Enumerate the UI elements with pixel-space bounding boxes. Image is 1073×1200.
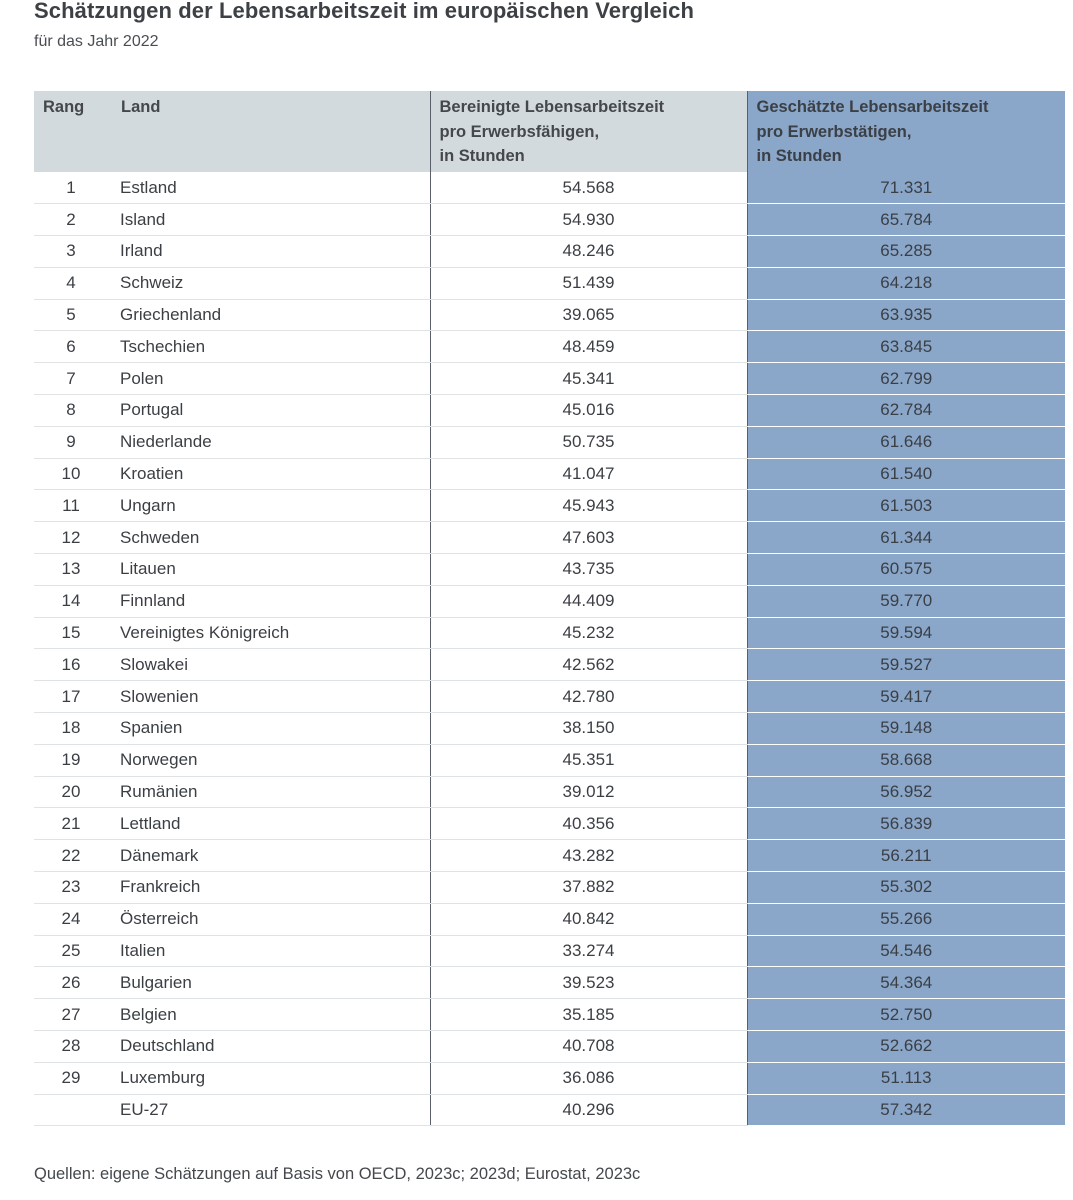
cell-geschaetzt: 57.342: [747, 1094, 1065, 1126]
cell-bereinigt: 35.185: [430, 999, 747, 1031]
cell-land: Luxemburg: [112, 1062, 430, 1094]
cell-geschaetzt: 54.364: [747, 967, 1065, 999]
table-row: [34, 267, 1065, 299]
cell-land: Belgien: [112, 999, 430, 1031]
table-row: [34, 1062, 1065, 1094]
cell-rang: [34, 1094, 112, 1126]
cell-bereinigt: 36.086: [430, 1062, 747, 1094]
table-row: [34, 554, 1065, 586]
cell-rang: 27: [34, 999, 112, 1031]
cell-geschaetzt: 63.935: [747, 299, 1065, 331]
cell-land: Spanien: [112, 713, 430, 745]
cell-geschaetzt: 52.662: [747, 1031, 1065, 1063]
source-note: Quellen: eigene Schätzungen auf Basis von OECD, 2023c; 2023d; Eurostat, 2023c: [34, 1165, 641, 1183]
cell-land: Schweden: [112, 522, 430, 554]
header-geschaetzt: [747, 91, 1065, 172]
cell-land: Vereinigtes Königreich: [112, 617, 430, 649]
cell-land: Schweiz: [112, 267, 430, 299]
cell-geschaetzt: 60.575: [747, 554, 1065, 586]
cell-land: Griechenland: [112, 299, 430, 331]
table-row: [34, 713, 1065, 745]
cell-bereinigt: 51.439: [430, 267, 747, 299]
cell-land: Ungarn: [112, 490, 430, 522]
cell-rang: 22: [34, 840, 112, 872]
header-land: Land: [112, 91, 430, 172]
cell-rang: 15: [34, 617, 112, 649]
cell-land: Deutschland: [112, 1031, 430, 1063]
cell-bereinigt: 40.356: [430, 808, 747, 840]
cell-land: Frankreich: [112, 872, 430, 904]
cell-geschaetzt: 65.285: [747, 236, 1065, 268]
cell-geschaetzt: 65.784: [747, 204, 1065, 236]
cell-bereinigt: 48.459: [430, 331, 747, 363]
cell-bereinigt: 40.708: [430, 1031, 747, 1063]
table-row: [34, 458, 1065, 490]
table-row: [34, 299, 1065, 331]
cell-land: Slowenien: [112, 681, 430, 713]
cell-bereinigt: 54.930: [430, 204, 747, 236]
cell-rang: 13: [34, 554, 112, 586]
cell-land: Lettland: [112, 808, 430, 840]
working-lifetime-table: [34, 91, 1065, 1126]
header-geschaetzt-line-2: pro Erwerbstätigen,: [756, 122, 912, 141]
cell-rang: 25: [34, 935, 112, 967]
cell-bereinigt: 45.351: [430, 744, 747, 776]
cell-land: Slowakei: [112, 649, 430, 681]
cell-rang: 14: [34, 585, 112, 617]
cell-land: Bulgarien: [112, 967, 430, 999]
table-row: [34, 744, 1065, 776]
cell-bereinigt: 45.016: [430, 395, 747, 427]
cell-bereinigt: 48.246: [430, 236, 747, 268]
cell-bereinigt: 33.274: [430, 935, 747, 967]
table-row: [34, 649, 1065, 681]
cell-land: Irland: [112, 236, 430, 268]
cell-bereinigt: 41.047: [430, 458, 747, 490]
header-geschaetzt-line-3: in Stunden: [756, 147, 842, 165]
cell-bereinigt: 38.150: [430, 713, 747, 745]
cell-bereinigt: 39.012: [430, 776, 747, 808]
page-title: Schätzungen der Lebensarbeitszeit im europäischen Vergleich: [34, 0, 694, 23]
header-bereinigt-line-3: in Stunden: [439, 147, 525, 165]
cell-land: Polen: [112, 363, 430, 395]
cell-geschaetzt: 55.266: [747, 903, 1065, 935]
cell-rang: 5: [34, 299, 112, 331]
table-row: [34, 999, 1065, 1031]
cell-geschaetzt: 61.344: [747, 522, 1065, 554]
table-row: [34, 172, 1065, 204]
cell-geschaetzt: 61.540: [747, 458, 1065, 490]
cell-rang: 3: [34, 236, 112, 268]
cell-bereinigt: 54.568: [430, 172, 747, 204]
cell-bereinigt: 43.282: [430, 840, 747, 872]
cell-geschaetzt: 59.148: [747, 713, 1065, 745]
cell-bereinigt: 42.780: [430, 681, 747, 713]
cell-geschaetzt: 63.845: [747, 331, 1065, 363]
cell-land: Finnland: [112, 585, 430, 617]
cell-geschaetzt: 55.302: [747, 872, 1065, 904]
cell-bereinigt: 43.735: [430, 554, 747, 586]
table-row: [34, 903, 1065, 935]
cell-geschaetzt: 71.331: [747, 172, 1065, 204]
cell-land: EU-27: [112, 1094, 430, 1126]
cell-land: Niederlande: [112, 426, 430, 458]
table-row: [34, 363, 1065, 395]
cell-rang: 29: [34, 1062, 112, 1094]
cell-bereinigt: 47.603: [430, 522, 747, 554]
cell-geschaetzt: 59.770: [747, 585, 1065, 617]
table-row: [34, 331, 1065, 363]
cell-rang: 21: [34, 808, 112, 840]
cell-rang: 20: [34, 776, 112, 808]
cell-bereinigt: 37.882: [430, 872, 747, 904]
cell-rang: 19: [34, 744, 112, 776]
cell-bereinigt: 40.842: [430, 903, 747, 935]
cell-rang: 4: [34, 267, 112, 299]
cell-rang: 23: [34, 872, 112, 904]
cell-land: Tschechien: [112, 331, 430, 363]
cell-geschaetzt: 56.952: [747, 776, 1065, 808]
cell-rang: 10: [34, 458, 112, 490]
cell-geschaetzt: 56.839: [747, 808, 1065, 840]
cell-land: Portugal: [112, 395, 430, 427]
header-bereinigt-line-2: pro Erwerbsfähigen,: [439, 122, 600, 141]
cell-land: Kroatien: [112, 458, 430, 490]
cell-bereinigt: 39.065: [430, 299, 747, 331]
cell-land: Italien: [112, 935, 430, 967]
cell-bereinigt: 45.232: [430, 617, 747, 649]
cell-rang: 6: [34, 331, 112, 363]
cell-land: Estland: [112, 172, 430, 204]
cell-geschaetzt: 59.594: [747, 617, 1065, 649]
cell-rang: 7: [34, 363, 112, 395]
cell-rang: 24: [34, 903, 112, 935]
cell-land: Rumänien: [112, 776, 430, 808]
table-row: [34, 490, 1065, 522]
table-row: [34, 236, 1065, 268]
cell-rang: 9: [34, 426, 112, 458]
header-bereinigt: [430, 91, 747, 172]
table-row: [34, 1094, 1065, 1126]
table-row: [34, 808, 1065, 840]
table-row: [34, 776, 1065, 808]
cell-land: Litauen: [112, 554, 430, 586]
table-row: [34, 522, 1065, 554]
cell-geschaetzt: 61.646: [747, 426, 1065, 458]
cell-bereinigt: 50.735: [430, 426, 747, 458]
cell-geschaetzt: 61.503: [747, 490, 1065, 522]
cell-bereinigt: 42.562: [430, 649, 747, 681]
table-row: [34, 967, 1065, 999]
page-subtitle: für das Jahr 2022: [34, 33, 159, 50]
cell-geschaetzt: 64.218: [747, 267, 1065, 299]
table-row: [34, 395, 1065, 427]
table-header-row: [34, 91, 1065, 172]
cell-geschaetzt: 56.211: [747, 840, 1065, 872]
table-row: [34, 1031, 1065, 1063]
table-row: [34, 935, 1065, 967]
table-row: [34, 681, 1065, 713]
cell-bereinigt: 40.296: [430, 1094, 747, 1126]
table-row: [34, 617, 1065, 649]
cell-geschaetzt: 58.668: [747, 744, 1065, 776]
cell-geschaetzt: 52.750: [747, 999, 1065, 1031]
cell-rang: 11: [34, 490, 112, 522]
cell-geschaetzt: 62.784: [747, 395, 1065, 427]
cell-rang: 16: [34, 649, 112, 681]
table-row: [34, 204, 1065, 236]
cell-land: Dänemark: [112, 840, 430, 872]
table-row: [34, 426, 1065, 458]
cell-rang: 8: [34, 395, 112, 427]
cell-geschaetzt: 62.799: [747, 363, 1065, 395]
cell-rang: 17: [34, 681, 112, 713]
cell-geschaetzt: 51.113: [747, 1062, 1065, 1094]
table-row: [34, 840, 1065, 872]
table-row: [34, 585, 1065, 617]
header-bereinigt-line-1: Bereinigte Lebensarbeitszeit: [439, 98, 665, 116]
header-geschaetzt-line-1: Geschätzte Lebensarbeitszeit: [756, 98, 989, 116]
cell-bereinigt: 44.409: [430, 585, 747, 617]
cell-rang: 12: [34, 522, 112, 554]
cell-bereinigt: 45.943: [430, 490, 747, 522]
cell-geschaetzt: 59.417: [747, 681, 1065, 713]
table-row: [34, 872, 1065, 904]
cell-geschaetzt: 54.546: [747, 935, 1065, 967]
cell-land: Norwegen: [112, 744, 430, 776]
table-body: [34, 172, 1065, 1126]
cell-rang: 18: [34, 713, 112, 745]
cell-bereinigt: 39.523: [430, 967, 747, 999]
cell-rang: 1: [34, 172, 112, 204]
cell-geschaetzt: 59.527: [747, 649, 1065, 681]
cell-rang: 2: [34, 204, 112, 236]
header-rang: Rang: [34, 91, 112, 172]
cell-rang: 26: [34, 967, 112, 999]
cell-bereinigt: 45.341: [430, 363, 747, 395]
cell-rang: 28: [34, 1031, 112, 1063]
cell-land: Island: [112, 204, 430, 236]
cell-land: Österreich: [112, 903, 430, 935]
